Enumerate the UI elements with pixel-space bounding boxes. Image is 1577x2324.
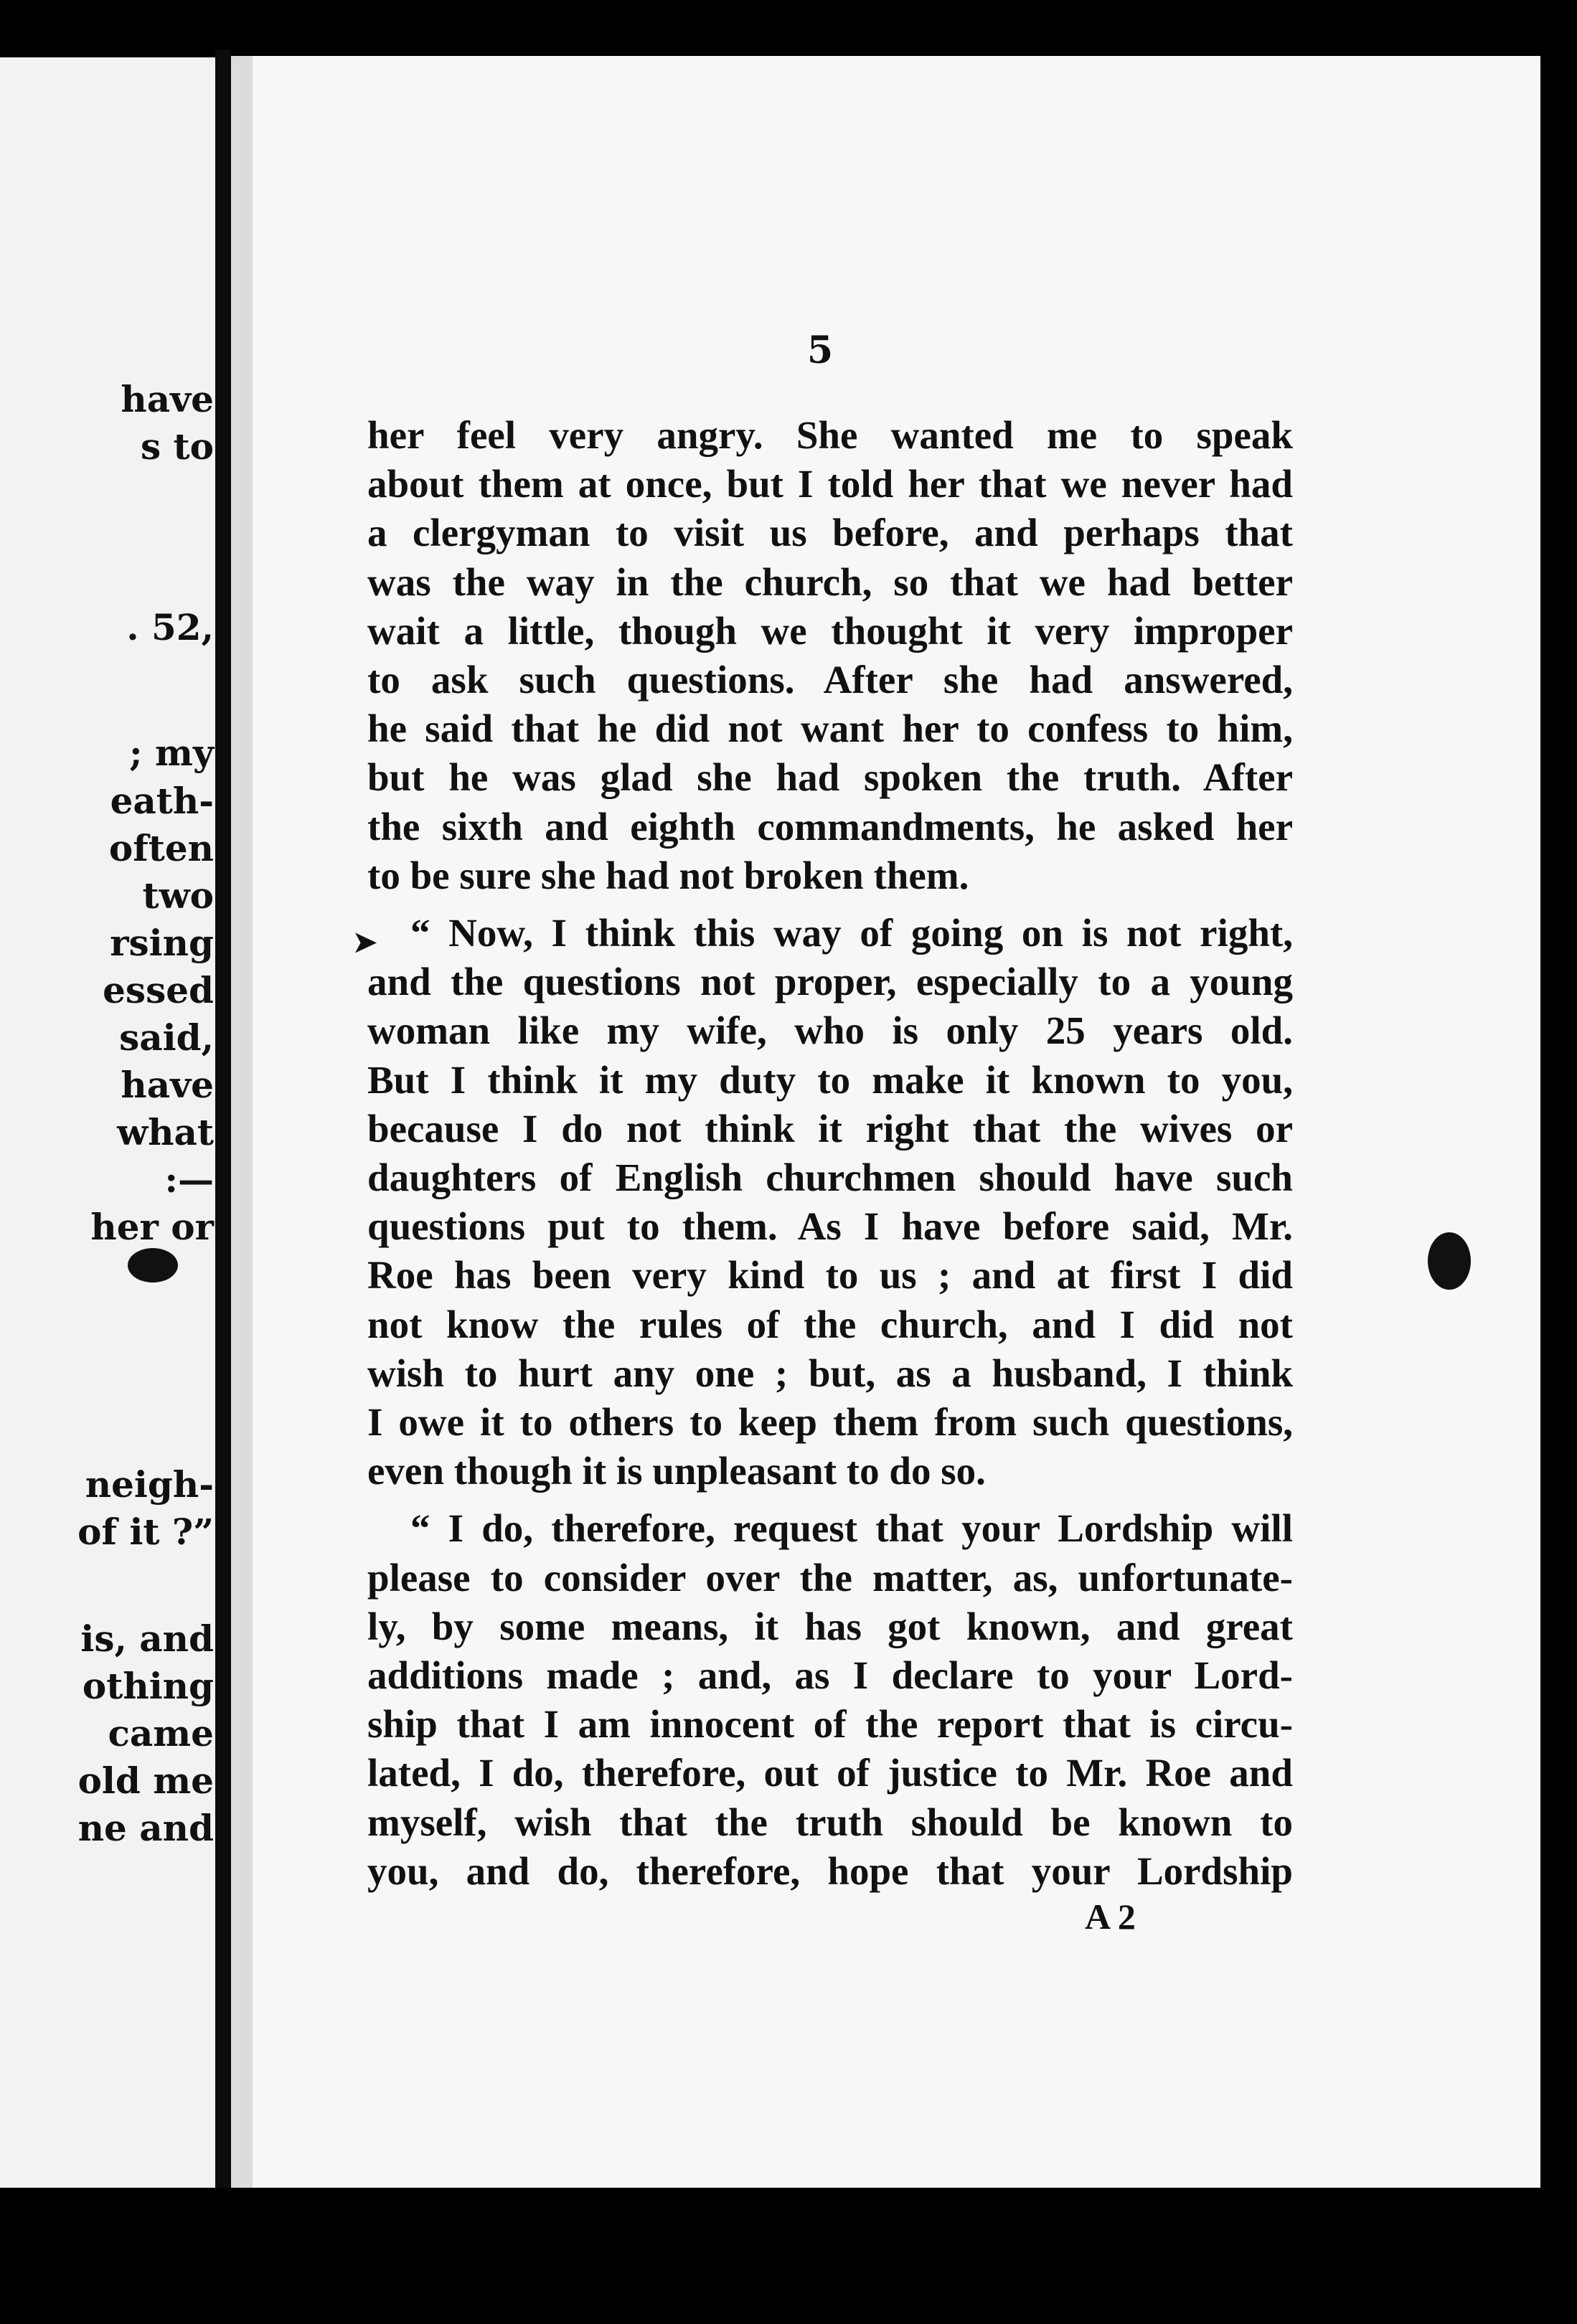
text-line: I owe it to others to keep them from such questions,	[367, 1400, 1293, 1445]
left-fragment: two	[142, 874, 214, 917]
text-line: wait a little, though we thought it very improper	[367, 608, 1293, 653]
text-line: and the questions not proper, especially to a young	[367, 960, 1293, 1004]
left-fragment: often	[108, 827, 214, 869]
ink-blot	[1428, 1232, 1471, 1290]
text-line: woman like my wife, who is only 25 years old.	[367, 1009, 1293, 1053]
text-line: because I do not think it right that the wives or	[367, 1106, 1293, 1151]
text-line: you, and do, therefore, hope that your Lordship	[367, 1848, 1293, 1893]
left-fragment: :—	[164, 1158, 214, 1201]
body-text	[367, 411, 1293, 1896]
left-fragment: came	[108, 1712, 214, 1754]
paragraph-gap	[367, 1496, 1293, 1504]
left-fragment: . 52,	[126, 606, 214, 648]
left-fragment: have	[121, 1064, 214, 1106]
signature-mark: A 2	[1085, 1896, 1136, 1937]
text-line: was the way in the church, so that we had better	[367, 559, 1293, 604]
text-line: “ Now, I think this way of going on is not right,	[410, 911, 1293, 955]
left-fragment: s to	[140, 425, 214, 468]
text-line: to be sure she had not broken them.	[367, 853, 969, 897]
left-fragment: is, and	[80, 1617, 214, 1660]
bottom-shadow	[0, 2188, 1577, 2324]
text-line: even though it is unpleasant to do so.	[367, 1449, 986, 1493]
left-fragment: have	[121, 378, 214, 420]
left-fragment: of it ?”	[77, 1511, 214, 1553]
page-number: 5	[807, 329, 834, 372]
text-line: ship that I am innocent of the report that is circu-	[367, 1702, 1293, 1747]
text-line: ly, by some means, it has got known, and great	[367, 1604, 1293, 1648]
text-line: a clergyman to visit us before, and perhaps that	[367, 511, 1293, 555]
text-line: daughters of English churchmen should have such	[367, 1156, 1293, 1200]
text-line: lated, I do, therefore, out of justice to Mr. Roe and	[367, 1751, 1293, 1795]
book-spine	[215, 50, 231, 2209]
left-fragment: neigh-	[85, 1463, 214, 1506]
text-line: to ask such questions. After she had answered,	[367, 658, 1293, 702]
text-line: her feel very angry. She wanted me to speak	[367, 413, 1293, 457]
left-fragment: said,	[119, 1016, 214, 1059]
ink-blot	[128, 1248, 178, 1283]
text-line: “ I do, therefore, request that your Lordship will	[410, 1506, 1293, 1551]
text-line: but he was glad she had spoken the truth. After	[367, 755, 1293, 800]
right-edge-shadow	[1540, 50, 1577, 2195]
left-fragment: ne and	[77, 1807, 214, 1849]
text-line: wish to hurt any one ; but, as a husband, I think	[367, 1351, 1293, 1395]
left-fragment: what	[117, 1111, 214, 1153]
paragraph-gap	[367, 900, 1293, 909]
left-fragment: rsing	[110, 922, 214, 964]
text-line: about them at once, but I told her that we never had	[367, 462, 1293, 506]
page-gutter	[231, 56, 253, 2208]
left-fragment: essed	[103, 969, 214, 1011]
left-fragment: ; my	[129, 732, 214, 774]
left-page	[0, 57, 215, 2209]
text-line: But I think it my duty to make it known to you,	[367, 1057, 1293, 1102]
left-fragment: old me	[77, 1759, 214, 1802]
left-fragment: eath-	[110, 780, 214, 822]
text-line: he said that he did not want her to confess to him,	[367, 707, 1293, 751]
left-fragment: her or	[90, 1206, 214, 1248]
left-fragment: othing	[82, 1665, 214, 1707]
right-page	[253, 56, 1540, 2193]
arrow-mark-icon: ➤	[353, 925, 377, 959]
text-line: Roe has been very kind to us ; and at first I did	[367, 1253, 1293, 1298]
text-line: not know the rules of the church, and I did not	[367, 1302, 1293, 1346]
text-line: questions put to them. As I have before said, Mr.	[367, 1204, 1293, 1249]
text-line: the sixth and eighth commandments, he asked her	[367, 804, 1293, 849]
text-line: please to consider over the matter, as, unfortunate-	[367, 1555, 1293, 1600]
text-line: additions made ; and, as I declare to your Lord-	[367, 1653, 1293, 1698]
text-line: myself, wish that the truth should be known to	[367, 1800, 1293, 1844]
